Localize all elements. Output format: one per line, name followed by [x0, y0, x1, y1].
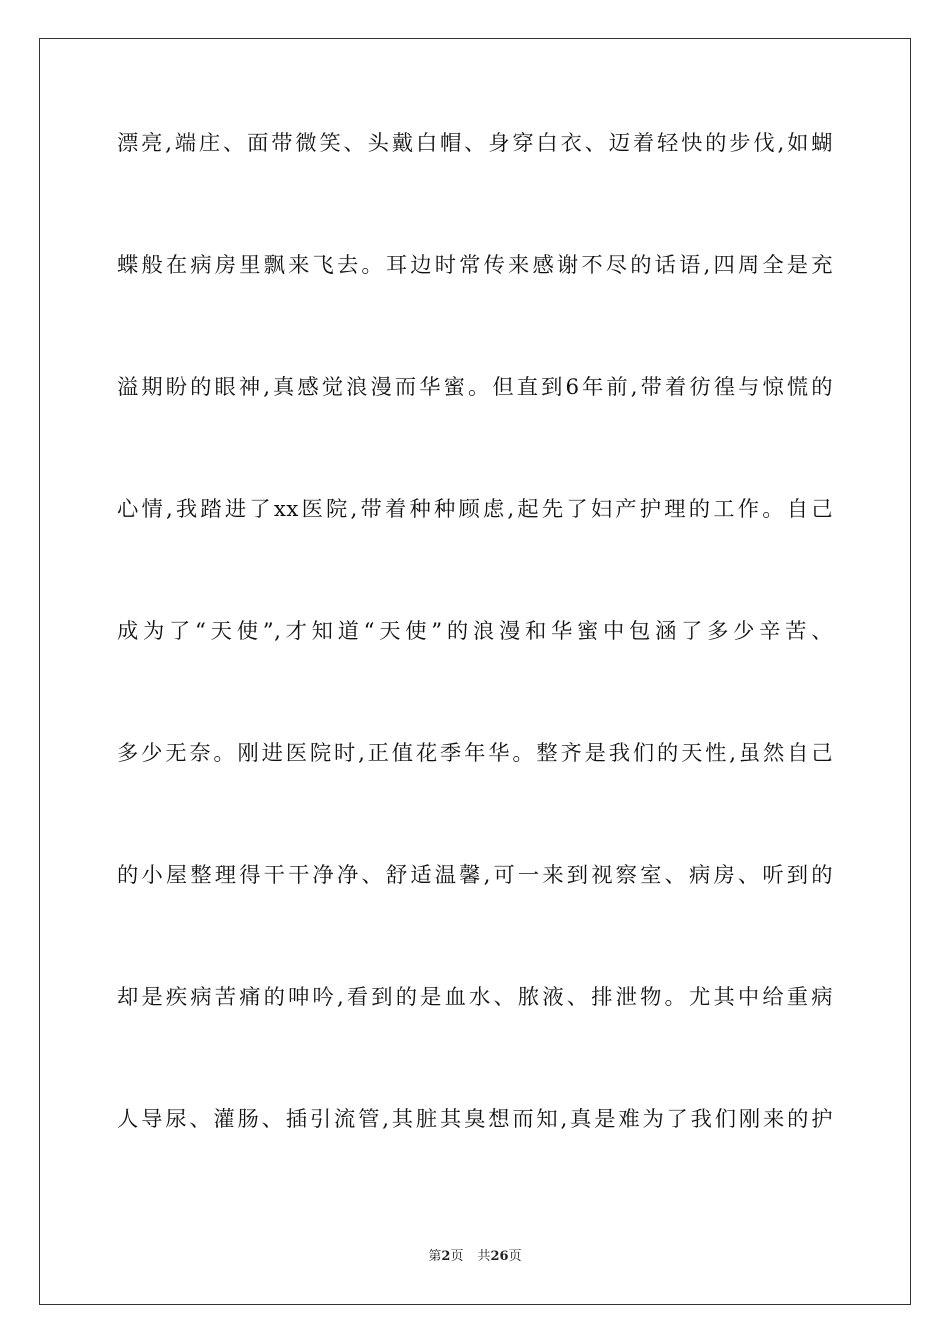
total-prefix: 共	[477, 1249, 491, 1264]
body-text	[117, 132, 833, 1230]
text-line-2: 蝶般在病房里飘来飞去。耳边时常传来感谢不尽的话语,四周全是充	[117, 253, 833, 278]
total-pages: 26	[490, 1249, 509, 1264]
page-prefix: 第	[428, 1249, 442, 1264]
text-line-1: 漂亮,端庄、面带微笑、头戴白帽、身穿白衣、迈着轻快的步伐,如蝴	[117, 131, 833, 156]
text-line-5: 成为了“天使”,才知道“天使”的浪漫和华蜜中包涵了多少辛苦、	[117, 619, 833, 644]
text-line-4: 心情,我踏进了xx医院,带着种种顾虑,起先了妇产护理的工作。自己	[117, 497, 833, 522]
text-line-6: 多少无奈。刚进医院时,正值花季年华。整齐是我们的天性,虽然自己	[117, 741, 833, 766]
text-line-7: 的小屋整理得干干净净、舒适温馨,可一来到视察室、病房、听到的	[117, 863, 833, 888]
page-number: 2	[441, 1249, 451, 1264]
text-line-3: 溢期盼的眼神,真感觉浪漫而华蜜。但直到6年前,带着彷徨与惊慌的	[117, 375, 833, 400]
total-suffix: 页	[508, 1249, 522, 1264]
page-footer	[0, 1249, 950, 1265]
page-suffix: 页	[450, 1249, 464, 1264]
text-line-9: 人导尿、灌肠、插引流管,其脏其臭想而知,真是难为了我们刚来的护	[117, 1107, 833, 1132]
text-line-8: 却是疾病苦痛的呻吟,看到的是血水、脓液、排泄物。尤其中给重病	[117, 985, 833, 1010]
